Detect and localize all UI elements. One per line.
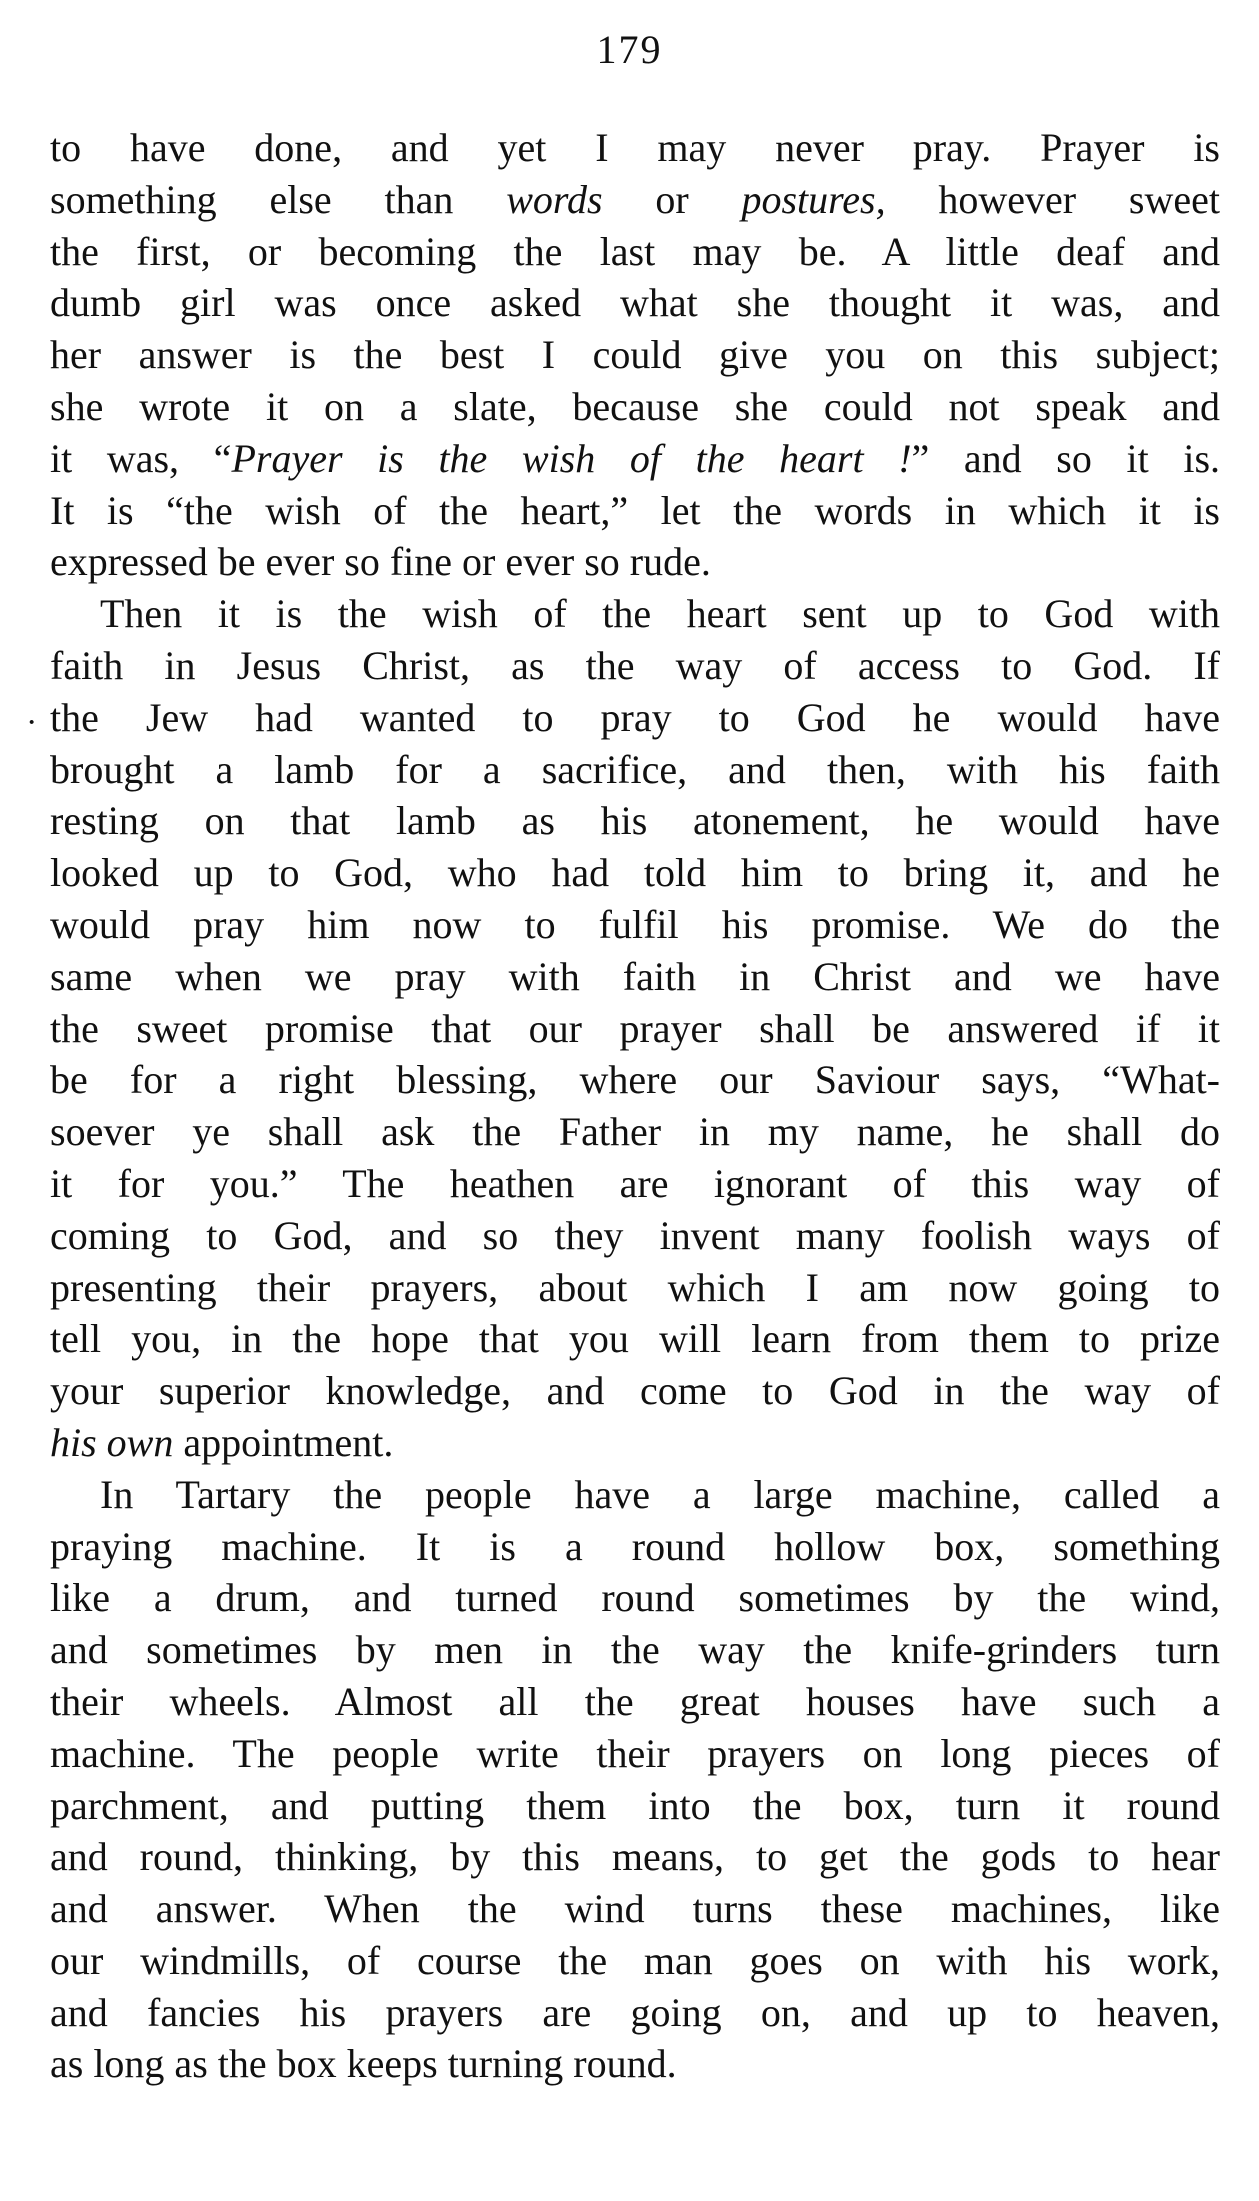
text-segment: our windmills, of course the man goes on with his work,: [50, 1937, 1220, 1983]
text-segment: machine. The people write their prayers on long pieces of: [50, 1730, 1220, 1776]
text-line: [50, 122, 1220, 174]
text-line: [50, 1624, 1220, 1676]
text-line: [50, 744, 1220, 796]
text-segment: In Tartary the people have a large machine, called a: [100, 1471, 1220, 1517]
text-segment: she wrote it on a slate, because she could not speak and: [50, 383, 1220, 429]
text-segment: your superior knowledge, and come to God in the way of: [50, 1368, 1220, 1414]
text-segment: it for you.” The heathen are ignorant of this way of: [50, 1160, 1220, 1206]
text-line: [50, 1210, 1220, 1262]
text-segment: be for a right blessing, where our Saviour says, “What-: [50, 1057, 1220, 1103]
text-line: [50, 226, 1220, 278]
body-text: [50, 122, 1220, 2090]
text-line: [50, 1417, 1220, 1469]
text-line: [50, 1572, 1220, 1624]
text-segment: resting on that lamb as his atonement, he would have: [50, 798, 1220, 844]
text-line: [50, 485, 1220, 537]
text-segment: her answer is the best I could give you on this subject;: [50, 332, 1220, 378]
text-segment: praying machine. It is a round hollow box, something: [50, 1523, 1220, 1569]
text-segment: faith in Jesus Christ, as the way of access to God. If: [50, 642, 1220, 688]
text-line: [50, 951, 1220, 1003]
text-line: [50, 1935, 1220, 1987]
text-segment: appointment.: [173, 1419, 394, 1465]
margin-mark: ·: [26, 704, 38, 741]
text-line: [50, 1054, 1220, 1106]
text-segment: and round, thinking, by this means, to get the gods to hear: [50, 1834, 1220, 1880]
italic-text: Prayer is the wish of the heart !: [231, 435, 912, 481]
text-line: [50, 1469, 1220, 1521]
text-segment: as long as the box keeps turning round.: [50, 2041, 677, 2087]
paragraph: [50, 588, 1220, 1469]
text-segment: and fancies his prayers are going on, and up to heaven,: [50, 1989, 1220, 2035]
text-line: [50, 692, 1220, 744]
text-line: [50, 433, 1220, 485]
text-line: [50, 899, 1220, 951]
text-line: [50, 1831, 1220, 1883]
text-line: [50, 847, 1220, 899]
text-segment: their wheels. Almost all the great houses have such a: [50, 1678, 1220, 1724]
text-segment: expressed be ever so fine or ever so rude.: [50, 539, 711, 585]
text-line: [50, 588, 1220, 640]
text-line: [50, 174, 1220, 226]
text-segment: the first, or becoming the last may be. A little deaf and: [50, 228, 1220, 274]
text-segment: like a drum, and turned round sometimes by the wind,: [50, 1575, 1220, 1621]
text-segment: same when we pray with faith in Christ and we have: [50, 953, 1220, 999]
italic-text: postures,: [741, 176, 886, 222]
text-line: [50, 1987, 1220, 2039]
text-segment: it was, “: [50, 435, 232, 481]
text-line: [50, 1003, 1220, 1055]
page-number: 179: [596, 27, 663, 72]
text-line: [50, 277, 1220, 329]
italic-text: words: [506, 176, 603, 222]
text-segment: tell you, in the hope that you will learn from them to prize: [50, 1316, 1220, 1362]
text-line: [50, 1780, 1220, 1832]
text-segment: ” and so it is.: [911, 435, 1221, 481]
text-line: [50, 381, 1220, 433]
text-segment: something else than: [50, 176, 507, 222]
text-segment: It is “the wish of the heart,” let the words in which it is: [50, 487, 1220, 533]
text-line: [50, 1728, 1220, 1780]
text-segment: Then it is the wish of the heart sent up to God with: [100, 591, 1220, 637]
text-line: [50, 640, 1220, 692]
text-segment: coming to God, and so they invent many foolish ways of: [50, 1212, 1220, 1258]
text-line: [50, 1676, 1220, 1728]
text-line: [50, 1313, 1220, 1365]
text-segment: to have done, and yet I may never pray. Prayer is: [50, 125, 1220, 170]
text-segment: would pray him now to fulfil his promise. We do the: [50, 901, 1220, 947]
text-line: [50, 329, 1220, 381]
text-segment: soever ye shall ask the Father in my name, he shall do: [50, 1109, 1220, 1155]
text-segment: dumb girl was once asked what she thought it was, and: [50, 280, 1220, 326]
text-segment: and sometimes by men in the way the knife-grinders turn: [50, 1627, 1220, 1673]
text-segment: looked up to God, who had told him to bring it, and he: [50, 850, 1220, 896]
text-line: [50, 2038, 1220, 2090]
text-segment: the Jew had wanted to pray to God he would have: [50, 694, 1220, 740]
text-line: [50, 1365, 1220, 1417]
paragraph: [50, 1469, 1220, 2091]
text-segment: brought a lamb for a sacrifice, and then, with his faith: [50, 746, 1220, 792]
text-segment: the sweet promise that our prayer shall be answered if it: [50, 1005, 1220, 1051]
text-line: [50, 1521, 1220, 1573]
text-segment: and answer. When the wind turns these machines, like: [50, 1886, 1220, 1932]
text-segment: parchment, and putting them into the box, turn it round: [50, 1782, 1220, 1828]
text-segment: however sweet: [885, 176, 1221, 222]
text-line: [50, 1106, 1220, 1158]
text-line: [50, 795, 1220, 847]
text-segment: presenting their prayers, about which I am now going to: [50, 1264, 1220, 1310]
text-segment: or: [602, 176, 742, 222]
paragraph: [50, 122, 1220, 588]
text-line: [50, 1158, 1220, 1210]
text-line: [50, 1883, 1220, 1935]
italic-text: his own: [50, 1419, 174, 1465]
text-line: [50, 536, 1220, 588]
text-line: [50, 1262, 1220, 1314]
